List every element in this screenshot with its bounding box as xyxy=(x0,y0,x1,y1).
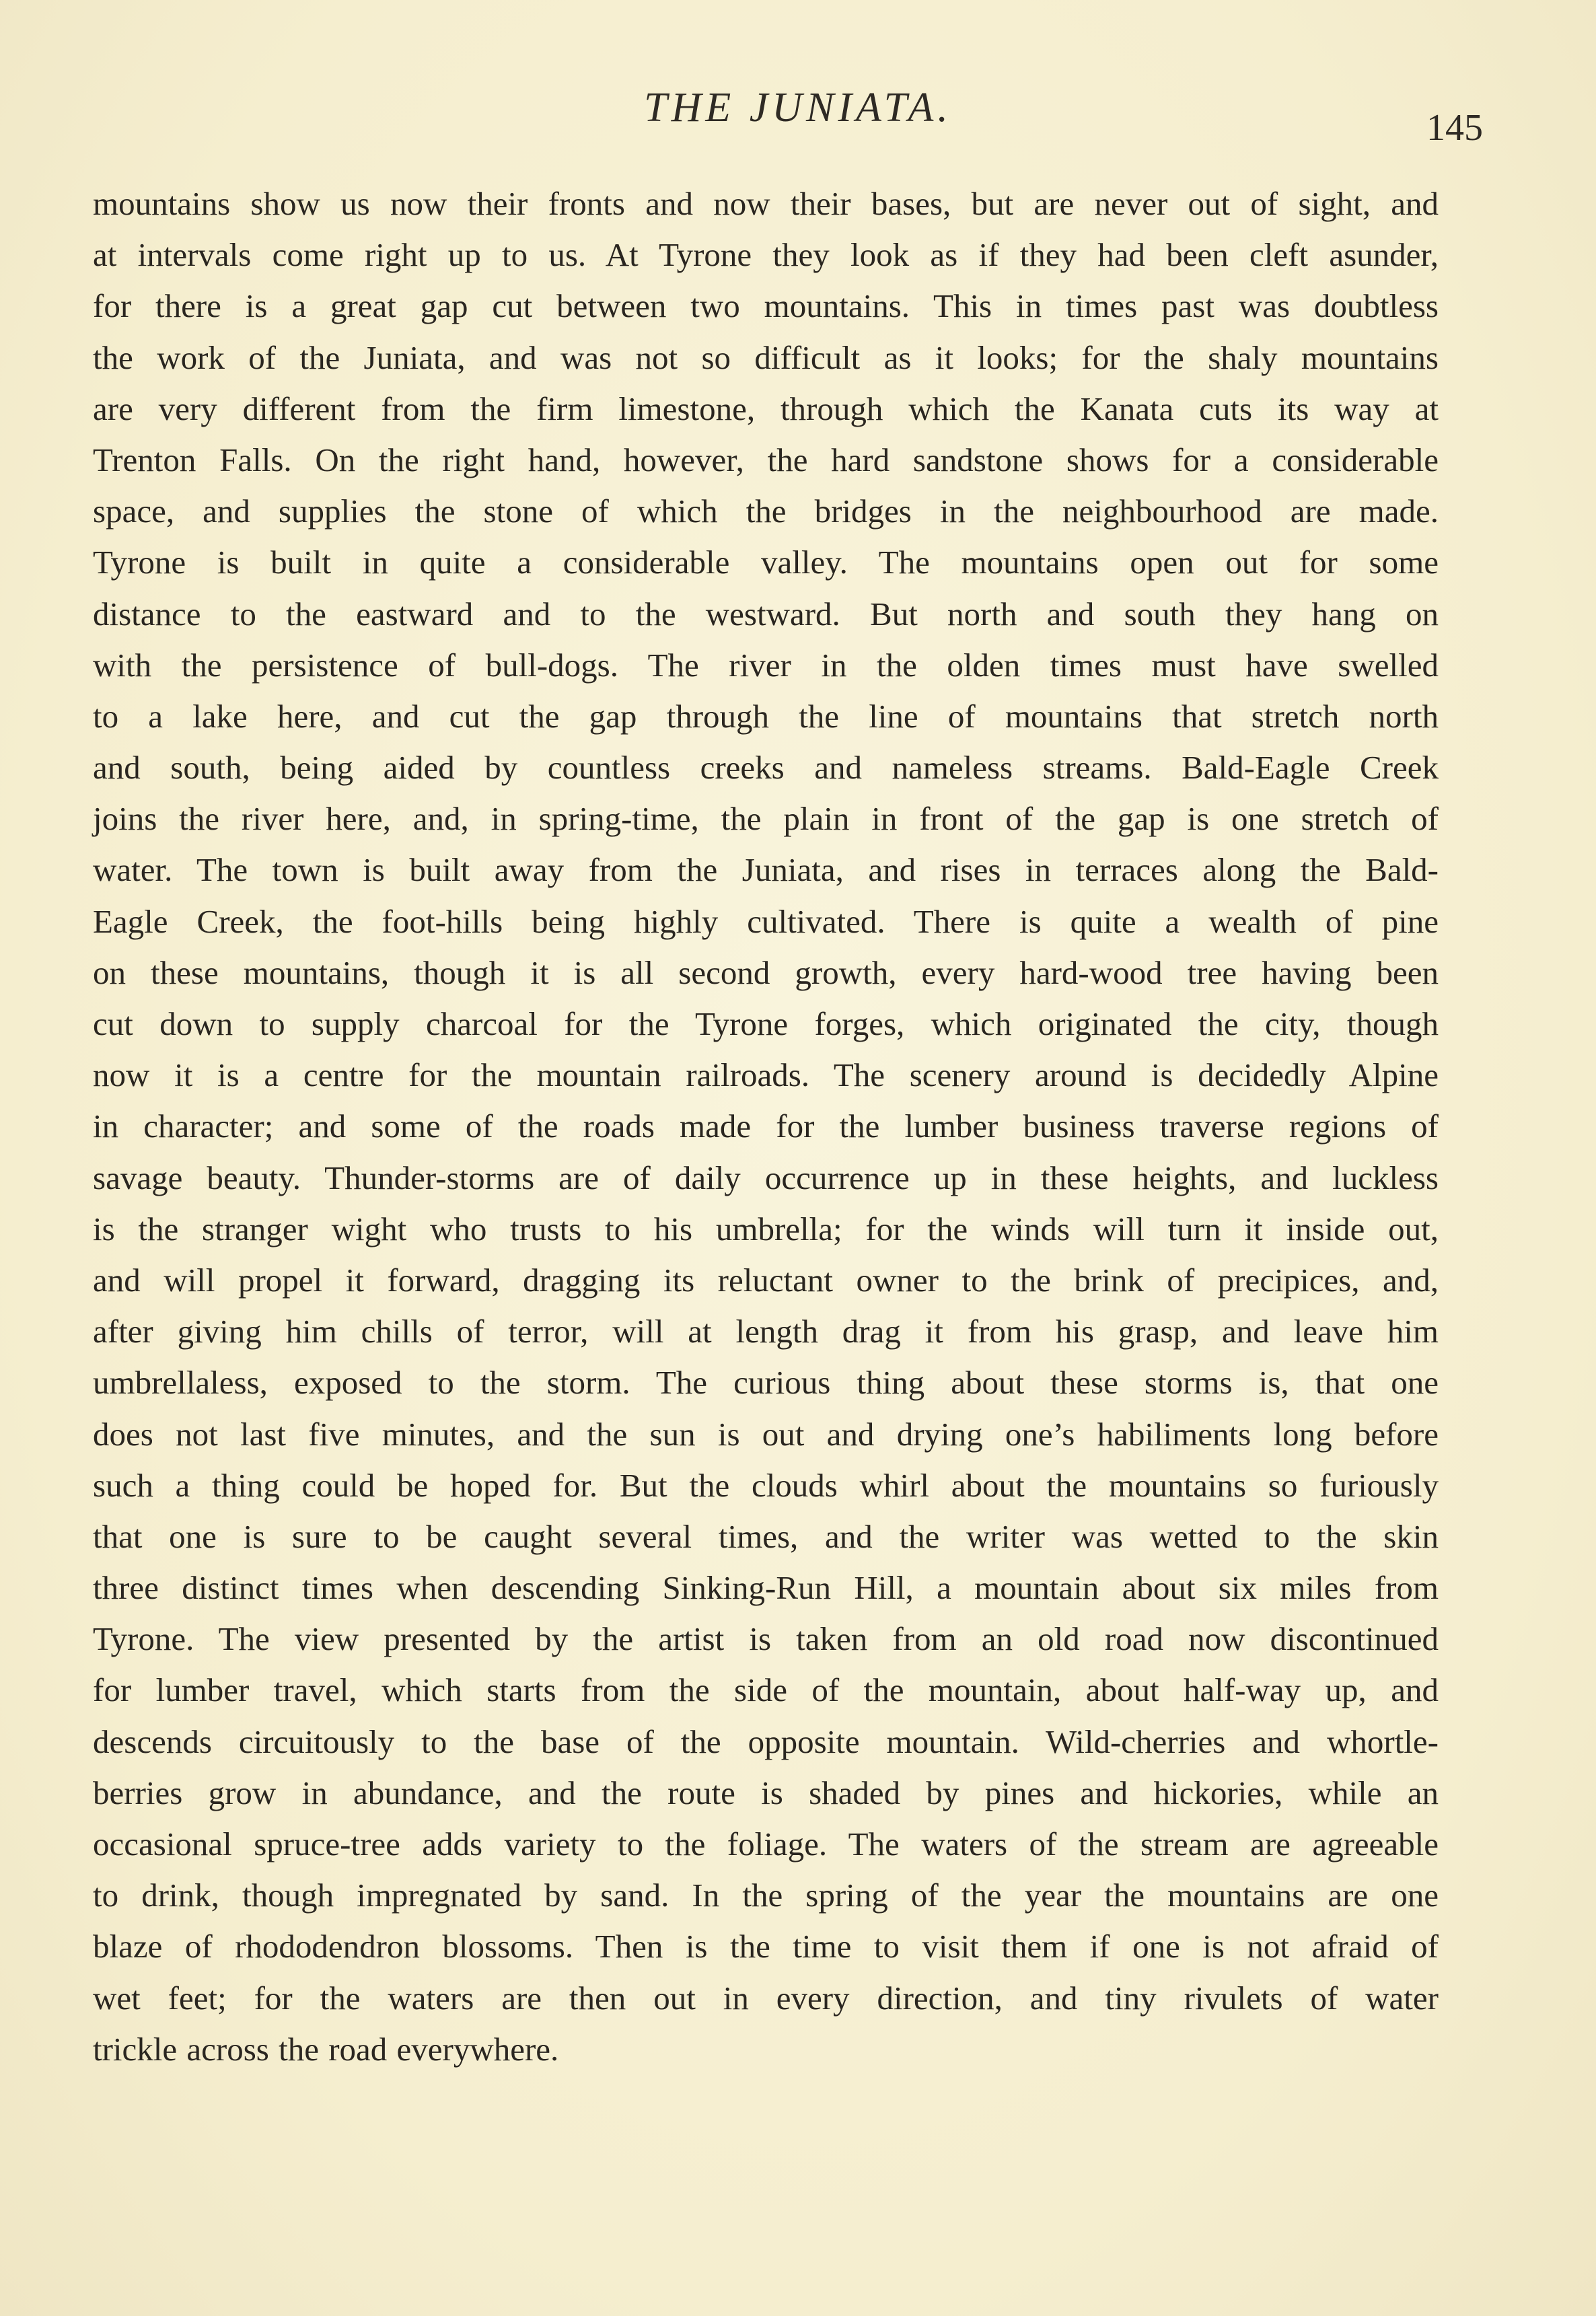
text-line: in character; and some of the roads made for the lumber business traverse regions of xyxy=(93,1108,1439,1145)
text-line: the work of the Juniata, and was not so difficult as it looks; for the shaly mountains xyxy=(93,338,1439,376)
running-title: THE JUNIATA. xyxy=(644,85,952,131)
text-line: does not last five minutes, and the sun is out and drying one’s habiliments long before xyxy=(93,1415,1439,1453)
text-line: water. The town is built away from the Juniata, and rises in terraces along the Bald- xyxy=(93,851,1439,889)
text-line: trickle across the road everywhere. xyxy=(93,2030,559,2068)
text-line: are very different from the firm limestone, through which the Kanata cuts its way at xyxy=(93,390,1439,427)
text-line: Eagle Creek, the foot-hills being highly cultivated. There is quite a wealth of pine xyxy=(93,902,1439,940)
text-line: at intervals come right up to us. At Tyrone they look as if they had been cleft asunder, xyxy=(93,236,1439,274)
text-line: to a lake here, and cut the gap through the line of mountains that stretch north xyxy=(93,697,1439,735)
text-line: space, and supplies the stone of which the bridges in the neighbourhood are made. xyxy=(93,493,1439,530)
text-line: occasional spruce-tree adds variety to the foliage. The waters of the stream are agreeable xyxy=(93,1825,1439,1862)
text-line: on these mountains, though it is all second growth, every hard-wood tree having been xyxy=(93,953,1439,991)
page-number: 145 xyxy=(1426,107,1483,149)
text-line: such a thing could be hoped for. But the clouds whirl about the mountains so furiously xyxy=(93,1466,1439,1504)
text-line: for there is a great gap cut between two mountains. This in times past was doubtless xyxy=(93,287,1439,325)
text-line: now it is a centre for the mountain railroads. The scenery around is decidedly Alpine xyxy=(93,1056,1439,1094)
text-line: savage beauty. Thunder-storms are of daily occurrence up in these heights, and luckless xyxy=(93,1159,1439,1196)
text-line: and will propel it forward, dragging its reluctant owner to the brink of precipices, and, xyxy=(93,1261,1439,1299)
text-line: cut down to supply charcoal for the Tyrone forges, which originated the city, though xyxy=(93,1005,1439,1042)
text-line: wet feet; for the waters are then out in every direction, and tiny rivulets of water xyxy=(93,1979,1439,2017)
text-line: blaze of rhododendron blossoms. Then is the time to visit them if one is not afraid of xyxy=(93,1928,1439,1965)
text-line: joins the river here, and, in spring-time, the plain in front of the gap is one stretch of xyxy=(93,800,1439,838)
body-paragraph xyxy=(93,178,1439,2075)
text-line: mountains show us now their fronts and now their bases, but are never out of sight, and xyxy=(93,185,1439,222)
text-line: that one is sure to be caught several times, and the writer was wetted to the skin xyxy=(93,1517,1439,1555)
text-line: with the persistence of bull-dogs. The river in the olden times must have swelled xyxy=(93,646,1439,684)
text-line: is the stranger wight who trusts to his umbrella; for the winds will turn it inside out, xyxy=(93,1210,1439,1247)
text-line: Trenton Falls. On the right hand, however, the hard sandstone shows for a considerable xyxy=(93,441,1439,478)
text-line: descends circuitously to the base of the opposite mountain. Wild-cherries and whortle- xyxy=(93,1723,1439,1760)
text-line: and south, being aided by countless creeks and nameless streams. Bald-Eagle Creek xyxy=(93,749,1439,787)
text-line: distance to the eastward and to the westward. But north and south they hang on xyxy=(93,595,1439,632)
text-line: for lumber travel, which starts from the side of the mountain, about half-way up, and xyxy=(93,1671,1439,1709)
text-line: Tyrone. The view presented by the artist is taken from an old road now discontinued xyxy=(93,1620,1439,1658)
text-line: to drink, though impregnated by sand. In the spring of the year the mountains are one xyxy=(93,1877,1439,1914)
text-line: berries grow in abundance, and the route is shaded by pines and hickories, while an xyxy=(93,1774,1439,1811)
text-line: umbrellaless, exposed to the storm. The curious thing about these storms is, that one xyxy=(93,1364,1439,1402)
text-line: three distinct times when descending Sinking-Run Hill, a mountain about six miles from xyxy=(93,1569,1439,1607)
text-line: Tyrone is built in quite a considerable valley. The mountains open out for some xyxy=(93,544,1439,581)
text-line: after giving him chills of terror, will at length drag it from his grasp, and leave him xyxy=(93,1313,1439,1350)
